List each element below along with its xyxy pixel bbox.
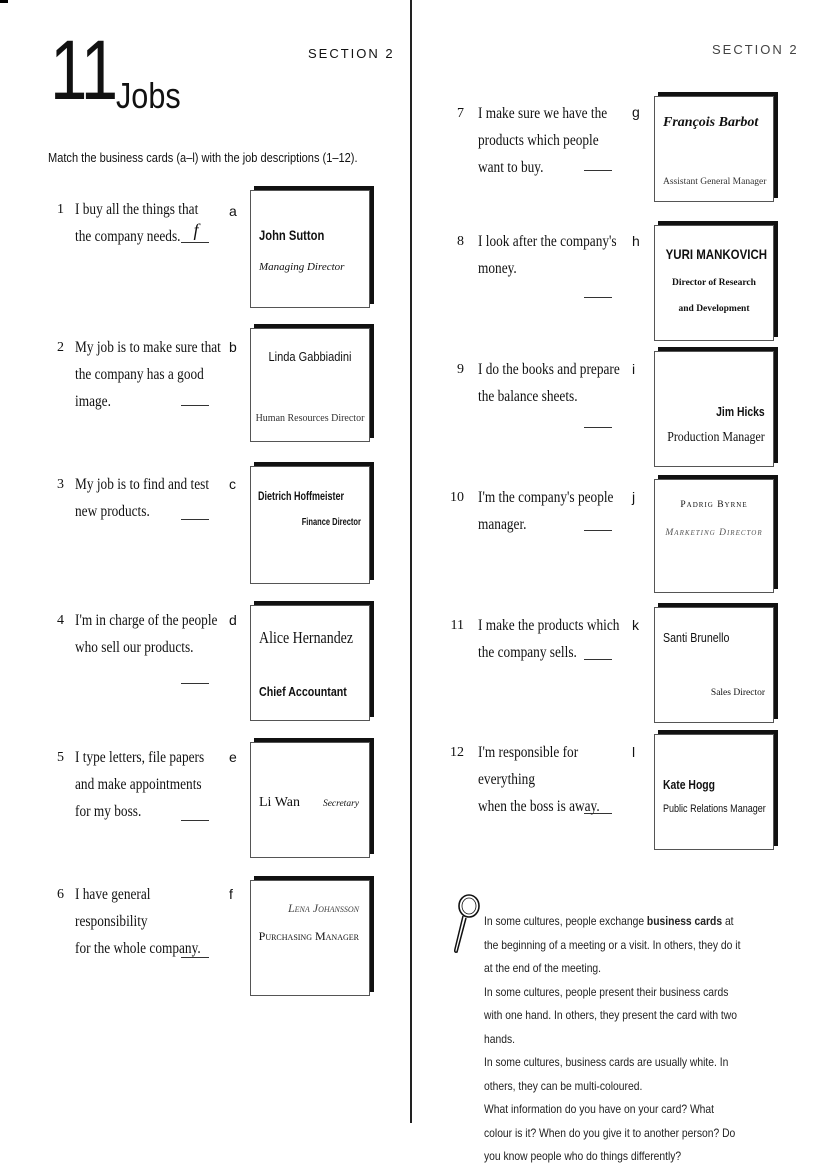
card-letter: g (632, 104, 640, 120)
question-number: 9 (457, 362, 464, 377)
card-name: Li Wan (259, 795, 300, 810)
question-text: I have general responsibility for the whole company. (75, 886, 201, 957)
business-card-k (654, 607, 774, 723)
card-name: Dietrich Hoffmeister (258, 489, 345, 503)
card-name: John Sutton (259, 227, 325, 243)
unit-number: 11 (50, 23, 117, 117)
question-text: I look after the company's money. (478, 233, 617, 277)
question-number: 10 (450, 490, 464, 505)
business-card-i (654, 351, 774, 467)
card-letter: f (229, 886, 233, 902)
business-card-h (654, 225, 774, 341)
business-card-l (654, 734, 774, 850)
question-number: 11 (450, 618, 464, 633)
business-card-a (250, 190, 370, 308)
card-letter: e (229, 749, 237, 765)
card-name: François Barbot (663, 115, 759, 130)
culture-note-paragraph-1: In some cultures, people exchange business cards at the beginning of a meeting or a visit. In others, they do it at the end of the meeting. (484, 914, 741, 975)
card-name: YURI MANKOVICH (665, 246, 768, 262)
card-title: Public Relations Manager (663, 803, 766, 815)
answer-filled[interactable]: f (193, 220, 199, 240)
question-number: 7 (457, 106, 464, 121)
instruction-text: Match the business cards (a–l) with the job descriptions (1–12). (48, 150, 358, 165)
answer-blank[interactable] (181, 957, 209, 958)
question-number: 6 (57, 887, 64, 902)
card-title: Sales Director (710, 688, 765, 698)
business-card-c (250, 466, 370, 584)
card-title: Assistant General Manager (663, 177, 767, 187)
card-title: Managing Director (259, 261, 345, 273)
business-card-d (250, 605, 370, 721)
unit-title: Jobs (116, 75, 181, 116)
card-letter: a (229, 203, 237, 219)
question-number: 1 (57, 202, 64, 217)
card-letter: i (632, 361, 636, 377)
card-name: Lena Johansson (288, 901, 359, 915)
card-title: Purchasing Manager (258, 929, 359, 943)
culture-note-paragraph-2: In some cultures, people present their business cards with one hand. In others, they present the card with two hands. (484, 984, 737, 1046)
card-name: Alice Hernandez (259, 628, 354, 647)
answer-blank[interactable] (181, 683, 209, 684)
section-label-right: SECTION 2 (712, 42, 799, 57)
answer-blank[interactable] (584, 530, 612, 531)
question-text: I'm responsible for everything when the boss is away. (478, 744, 600, 815)
card-letter: h (632, 233, 640, 249)
question-text: My job is to make sure that the company has a good image. (75, 339, 221, 410)
scan-corner-mark (0, 0, 8, 3)
card-letter: d (229, 612, 237, 628)
culture-note (484, 910, 742, 1169)
page-gutter-divider (410, 0, 412, 1123)
card-letter: l (632, 744, 636, 760)
question-number: 2 (57, 340, 64, 355)
magnifying-glass-icon (452, 893, 482, 960)
answer-blank[interactable] (584, 659, 612, 660)
card-letter: b (229, 339, 237, 355)
question-text: I'm the company's people manager. (478, 489, 614, 533)
answer-blank[interactable] (584, 813, 612, 814)
card-title: Secretary (322, 799, 359, 809)
question-number: 12 (450, 745, 464, 760)
answer-blank[interactable] (584, 427, 612, 428)
card-title: Human Resources Director (255, 413, 365, 424)
card-letter: c (229, 476, 236, 492)
answer-blank[interactable] (181, 242, 209, 243)
card-title: Production Manager (667, 430, 765, 445)
question-text: I'm in charge of the people who sell our products. (75, 612, 218, 656)
answer-blank[interactable] (584, 297, 612, 298)
business-card-g (654, 96, 774, 202)
culture-note-paragraph-4: What information do you have on your card? What colour is it? When do you give it to another person? Do you know people who do things differently? (484, 1102, 736, 1163)
business-card-j (654, 479, 774, 593)
card-title: Chief Accountant (259, 684, 347, 699)
answer-blank[interactable] (181, 519, 209, 520)
question-number: 5 (57, 750, 64, 765)
question-text: I make the products which the company sells. (478, 617, 620, 661)
card-title: Marketing Director (665, 528, 763, 538)
question-text: I do the books and prepare the balance sheets. (478, 361, 620, 405)
card-name: Kate Hogg (663, 777, 715, 792)
card-name: Santi Brunello (663, 630, 730, 645)
card-name: Jim Hicks (716, 404, 765, 419)
culture-note-paragraph-3: In some cultures, business cards are usually white. In others, they can be multi-coloured. (484, 1055, 729, 1093)
card-title-line2: and Development (678, 304, 750, 314)
question-text: I buy all the things that the company needs. (75, 201, 199, 245)
question-text: I make sure we have the products which people want to buy. (478, 105, 608, 176)
answer-blank[interactable] (584, 170, 612, 171)
business-card-b (250, 328, 370, 442)
card-title: Finance Director (301, 517, 361, 528)
section-label-left: SECTION 2 (308, 46, 395, 61)
card-letter: k (632, 617, 639, 633)
answer-blank[interactable] (181, 820, 209, 821)
card-letter: j (632, 489, 636, 505)
question-number: 4 (57, 613, 64, 628)
question-number: 8 (457, 234, 464, 249)
question-number: 3 (57, 477, 64, 492)
business-card-e (250, 742, 370, 858)
question-text: My job is to find and test new products. (75, 476, 210, 520)
card-name: Padrig Byrne (680, 500, 748, 510)
question-text: I type letters, file papers and make appointments for my boss. (75, 749, 205, 820)
card-name: Linda Gabbiadini (268, 349, 352, 364)
business-card-f (250, 880, 370, 996)
answer-blank[interactable] (181, 405, 209, 406)
card-title: Director of Research (672, 278, 756, 288)
business-cards-term: business cards (646, 914, 723, 928)
